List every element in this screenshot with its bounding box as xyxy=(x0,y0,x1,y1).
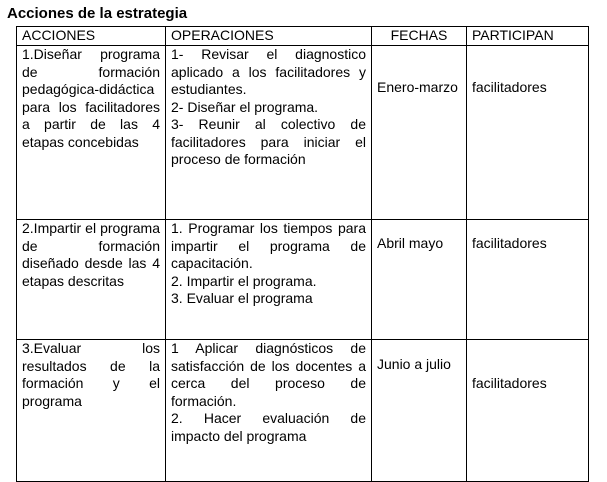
table-header-row xyxy=(17,27,589,46)
operation-item: 1- Revisar el diagnostico aplicado a los facilitadores y estudiantes. xyxy=(171,46,366,97)
operation-item: 2. Hacer evaluación de impacto del programa xyxy=(171,410,366,444)
table-row xyxy=(17,220,589,340)
page-title: Acciones de la estrategia xyxy=(7,5,188,22)
cell-fechas: Junio a julio xyxy=(372,340,467,482)
header-acciones: ACCIONES xyxy=(17,27,166,46)
operation-item: 2. Impartir el programa. xyxy=(171,272,317,289)
cell-fechas: Enero-marzo xyxy=(372,46,467,220)
operation-item: 3- Reunir al colectivo de facilitadores para iniciar el proceso de formación xyxy=(171,116,366,167)
operation-item: 1. Programar los tiempos para impartir el programa de capacitación. xyxy=(171,220,366,271)
operation-item: 1 Aplicar diagnósticos de satisfacción de los docentes a cerca del proceso de formación. xyxy=(171,340,366,409)
cell-participan: facilitadores xyxy=(467,340,589,482)
cell-operaciones xyxy=(166,46,372,220)
cell-participan: facilitadores xyxy=(467,46,589,220)
cell-acciones: 1.Diseñar programa de formación pedagógica-didáctica para los facilitadores a partir de las 4 etapas concebidas xyxy=(17,46,166,220)
cell-operaciones xyxy=(166,340,372,482)
cell-acciones: 3.Evaluar los resultados de la formación y el programa xyxy=(17,340,166,482)
header-fechas: FECHAS xyxy=(372,27,467,46)
cell-fechas: Abril mayo xyxy=(372,220,467,340)
table-row xyxy=(17,46,589,220)
operation-item: 2- Diseñar el programa. xyxy=(171,98,319,115)
table-row xyxy=(17,340,589,482)
header-participan: PARTICIPAN xyxy=(467,27,589,46)
cell-acciones: 2.Impartir el programa de formación diseñado desde las 4 etapas descritas xyxy=(17,220,166,340)
strategy-actions-table xyxy=(16,26,589,482)
header-operaciones: OPERACIONES xyxy=(166,27,372,46)
cell-operaciones xyxy=(166,220,372,340)
operation-item: 3. Evaluar el programa xyxy=(171,290,313,306)
cell-participan: facilitadores xyxy=(467,220,589,340)
